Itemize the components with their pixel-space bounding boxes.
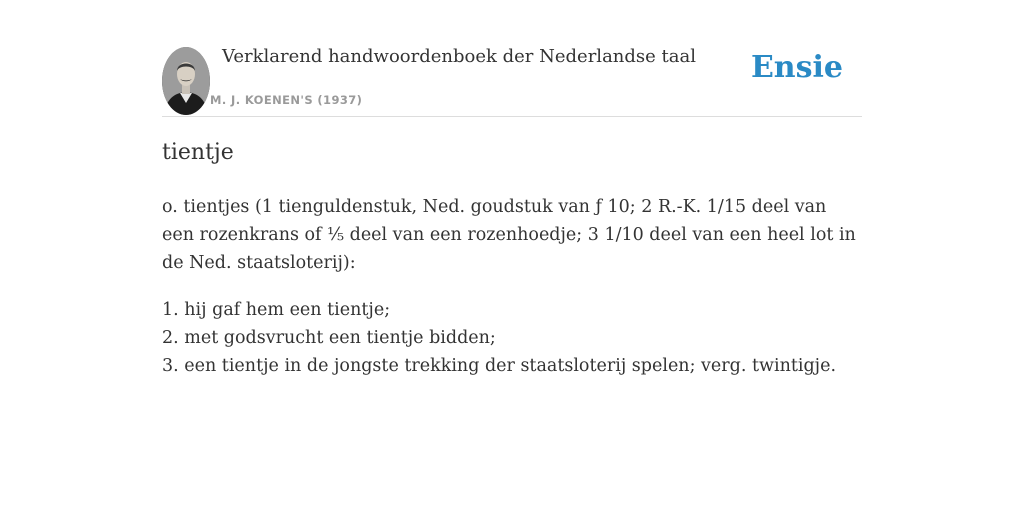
book-title[interactable]: Verklarend handwoordenboek der Nederlandse taal [222,46,696,67]
example-item: 3. een tientje in de jongste trekking der staatsloterij spelen; verg. twintigje. [162,356,837,376]
entry-examples [162,296,862,380]
entry-headword: tientje [162,140,234,165]
example-item: 1. hij gaf hem een tientje; [162,300,391,320]
example-item: 2. met godsvrucht een tientje bidden; [162,328,496,348]
page-header [162,0,862,117]
page-container [162,0,862,376]
author-portrait-icon [162,47,210,115]
book-subtitle: M. J. KOENEN'S (1937) [210,93,363,107]
entry-definition: o. tientjes (1 tienguldenstuk, Ned. goudstuk van ƒ 10; 2 R.-K. 1/15 deel van een rozenkrans of ⅕ deel van een rozenhoedje; 3 1/10 deel van een heel lot in de Ned. staatsloterij): [162,197,856,273]
ensie-logo-link[interactable]: Ensie [750,50,843,85]
